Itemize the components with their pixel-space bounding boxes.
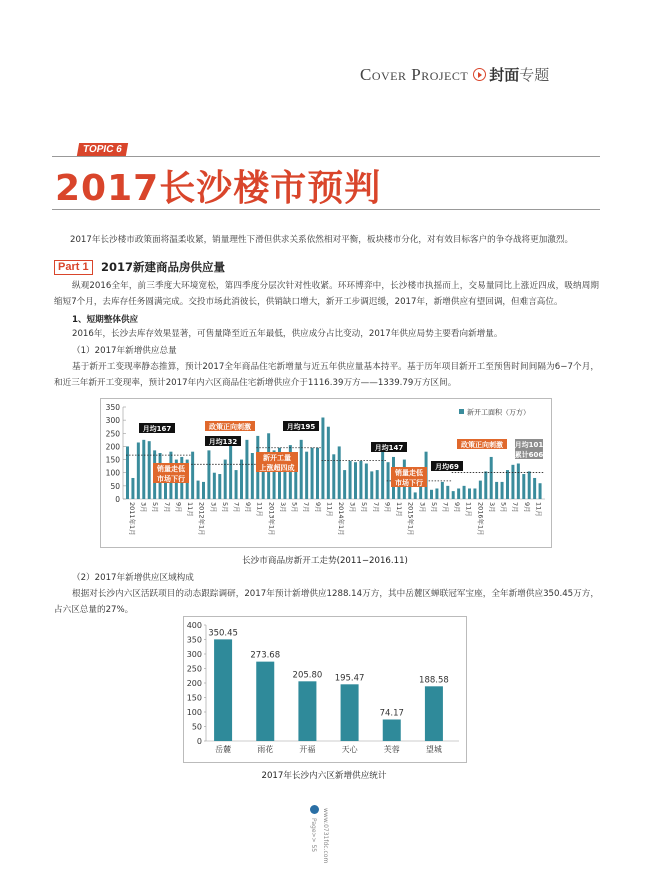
x-tick-label: 7月 <box>162 502 171 513</box>
bar <box>321 418 324 499</box>
y-tick-label: 350 <box>105 403 120 412</box>
x-tick-label: 3月 <box>348 502 357 513</box>
annotation-label: 销量走低 <box>157 464 185 473</box>
y-tick-label: 300 <box>186 650 202 659</box>
y-tick-label: 250 <box>105 429 120 439</box>
bar <box>435 488 438 499</box>
y-tick-label: 250 <box>186 664 202 674</box>
x-tick-label: 11月 <box>395 502 404 517</box>
bar <box>539 483 542 499</box>
section-header <box>360 64 620 92</box>
bar <box>383 719 401 741</box>
bar <box>341 684 359 741</box>
chart-new-construction <box>100 398 552 548</box>
title-top-rule <box>52 156 600 157</box>
chart1-caption: 长沙市商品房新开工走势(2011−2016.11) <box>242 556 408 566</box>
bar <box>224 460 227 499</box>
y-tick-label: 50 <box>110 481 120 491</box>
bar <box>376 470 379 499</box>
annotation-label: 市场下行 <box>157 474 185 483</box>
bar <box>338 446 341 499</box>
bar <box>191 452 194 499</box>
header-title-en: Cover Project <box>360 65 469 84</box>
bar <box>522 474 525 499</box>
x-tick-label: 雨花 <box>257 745 274 754</box>
x-tick-label: 3月 <box>418 502 427 513</box>
x-tick-label: 9月 <box>244 502 253 513</box>
chart2-caption: 2017年长沙内六区新增供应统计 <box>261 771 387 781</box>
annotation-label: 月均195 <box>286 422 316 431</box>
bar <box>414 492 417 499</box>
bar <box>457 488 460 499</box>
x-tick-label: 11月 <box>255 502 264 517</box>
y-tick-label: 0 <box>115 495 120 504</box>
bar <box>359 461 362 499</box>
x-tick-label: 7月 <box>232 502 241 513</box>
page-dot-icon <box>310 805 319 814</box>
y-tick-label: 0 <box>196 737 202 746</box>
bar <box>229 445 232 499</box>
footer-url: www.0731fdc.com <box>322 808 329 864</box>
bar <box>142 440 145 499</box>
x-tick-label: 5月 <box>220 502 229 513</box>
y-tick-label: 400 <box>186 621 202 630</box>
x-tick-label: 芙蓉 <box>383 745 400 754</box>
legend-label: 新开工面积（万方） <box>467 408 530 417</box>
part1-paragraph-4: 根据对长沙内六区活跃项目的动态跟踪调研，2017年预计新增供应1288.14万方，其中岳麓区蝉联冠军宝座，全年新增供应350.45万方，占六区总量的27%。 <box>54 589 599 615</box>
annotation-label: 市场下行 <box>395 478 423 487</box>
x-tick-label: 3月 <box>139 502 148 513</box>
x-tick-label: 9月 <box>383 502 392 513</box>
annotation-label: 政策正向刺激 <box>461 440 503 449</box>
bar <box>430 490 433 499</box>
chart-district-supply-svg <box>184 617 466 762</box>
y-tick-label: 150 <box>105 455 120 465</box>
y-tick-label: 150 <box>186 693 202 703</box>
data-label: 74.17 <box>379 708 404 719</box>
bar <box>213 473 216 499</box>
bar <box>235 470 238 499</box>
annotation-label: 上涨超四成 <box>259 463 295 472</box>
y-tick-label: 100 <box>186 708 202 717</box>
bar <box>479 481 482 499</box>
legend-swatch <box>459 409 464 414</box>
bar <box>240 460 243 499</box>
x-tick-label: 5月 <box>360 502 369 513</box>
chart-district-supply <box>183 616 467 763</box>
x-tick-label: 7月 <box>511 502 520 513</box>
part-badge: Part 1 <box>54 260 93 275</box>
bar <box>463 486 466 499</box>
annotation-label: 累计606 <box>514 450 544 459</box>
header-title-cn: 专题 <box>519 66 550 84</box>
data-label: 195.47 <box>334 673 365 684</box>
bar <box>506 470 509 499</box>
bar <box>473 488 476 499</box>
bar <box>218 474 221 499</box>
bar <box>245 440 248 499</box>
subheading-2: （2）2017年新增供应区域构成 <box>72 573 194 583</box>
part1-paragraph-3: 基于新开工变现率静态推算，预计2017全年商品住宅新增量与近五年供应量基本持平。基于历年项目新开工至预售时间间隔为6−7个月，和近三年新开工变现率，预计2017年内六区商品住宅新增供应介于1116.39万方——1339.79万方区间。 <box>54 362 599 388</box>
title-bottom-rule <box>52 209 600 210</box>
subheading-1: （1）2017年新增供应总量 <box>72 346 177 356</box>
play-circle-icon <box>473 68 486 81</box>
bar <box>311 448 314 499</box>
x-tick-label: 3月 <box>278 502 287 513</box>
data-label: 205.80 <box>292 670 323 681</box>
x-tick-label: 11月 <box>186 502 195 517</box>
x-tick-label: 7月 <box>302 502 311 513</box>
x-tick-label: 3月 <box>487 502 496 513</box>
bar <box>381 446 384 499</box>
bar <box>490 457 493 499</box>
bar <box>533 478 536 499</box>
y-tick-label: 200 <box>105 442 120 452</box>
x-tick-label: 11月 <box>325 502 334 517</box>
chart-new-construction-svg <box>101 399 551 547</box>
bar <box>202 482 205 499</box>
intro-paragraph: 2017年长沙楼市政策面将温柔收紧，销量理性下滑但供求关系依然相对平衡，板块楼市分化，对有效目标客户的争夺战将更加激烈。 <box>70 235 574 245</box>
bar <box>425 686 443 741</box>
data-label: 350.45 <box>208 628 238 639</box>
bar <box>495 482 498 499</box>
y-tick-label: 100 <box>105 468 120 478</box>
bar <box>316 448 319 499</box>
bar <box>452 491 455 499</box>
bar <box>256 662 274 741</box>
bar <box>501 482 504 499</box>
x-tick-label: 11月 <box>534 502 543 517</box>
bar <box>332 454 335 499</box>
x-tick-label: 5月 <box>429 502 438 513</box>
bar <box>137 442 140 499</box>
annotation-label: 新开工量 <box>263 453 291 462</box>
page-title: 2017长沙楼市预判 <box>55 168 382 209</box>
bar <box>251 453 254 499</box>
x-tick-label: 2016年1月 <box>476 502 485 536</box>
x-tick-label: 7月 <box>441 502 450 513</box>
x-tick-label: 9月 <box>313 502 322 513</box>
x-tick-label: 11月 <box>464 502 473 517</box>
bar <box>517 464 520 499</box>
bar <box>148 441 151 499</box>
x-tick-label: 9月 <box>522 502 531 513</box>
annotation-label: 月均132 <box>208 437 238 446</box>
bar <box>349 461 352 499</box>
x-tick-label: 开福 <box>299 745 316 754</box>
page-number: Page>> 55 <box>310 818 317 853</box>
part1-paragraph-2: 2016年，长沙去库存效果显著，可售量降至近五年最低，供应成分占比变动，2017年供应局势主要看向新增量。 <box>72 329 503 339</box>
x-tick-label: 岳麓 <box>215 745 232 754</box>
x-tick-label: 9月 <box>174 502 183 513</box>
header-title-cn-bold: 封面 <box>489 66 520 84</box>
x-tick-label: 3月 <box>209 502 218 513</box>
bar <box>126 446 129 499</box>
x-tick-label: 天心 <box>341 745 358 754</box>
x-tick-label: 2011年1月 <box>128 502 136 536</box>
x-tick-label: 7月 <box>371 502 380 513</box>
annotation-label: 月均147 <box>374 443 404 452</box>
bar <box>343 470 346 499</box>
bar <box>354 462 357 499</box>
bar <box>197 481 200 499</box>
x-tick-label: 望城 <box>425 745 442 754</box>
data-label: 188.58 <box>419 675 449 686</box>
part1-paragraph-1: 纵观2016全年，前三季度大环境宽松，第四季度分层次针对性收紧。环环博弈中，长沙楼市执摇而上，交易量同比上涨近四成，吸纳周期缩短7个月，去库存任务圆满完成。交投市场此消彼长，供销缺口增大，新开工步调迟缓，2017年，新增供应有望回调，但难言高位。 <box>54 281 599 307</box>
bar <box>370 471 373 499</box>
bar <box>298 681 316 741</box>
y-tick-label: 350 <box>186 635 202 645</box>
x-tick-label: 2015年1月 <box>406 502 415 536</box>
bar <box>305 452 308 499</box>
part-title: 2017新建商品房供应量 <box>101 260 226 274</box>
annotation-label: 月均69 <box>435 462 459 471</box>
y-tick-label: 200 <box>186 679 202 688</box>
y-tick-label: 300 <box>105 416 120 426</box>
x-tick-label: 5月 <box>499 502 508 513</box>
bar <box>484 471 487 499</box>
bar <box>300 440 303 499</box>
bar <box>207 450 210 499</box>
bar <box>327 427 330 499</box>
annotation-label: 政策正向刺激 <box>209 422 251 431</box>
x-tick-label: 5月 <box>151 502 160 513</box>
bar <box>446 486 449 499</box>
annotation-label: 销量走低 <box>395 468 423 477</box>
y-tick-label: 50 <box>191 722 202 732</box>
bar <box>441 482 444 499</box>
bar <box>511 465 514 499</box>
data-label: 273.68 <box>250 650 281 661</box>
annotation-label: 月均167 <box>142 424 172 433</box>
x-tick-label: 9月 <box>453 502 462 513</box>
x-tick-label: 5月 <box>290 502 299 513</box>
annotation-label: 月均101 <box>514 440 544 449</box>
bar <box>131 478 134 499</box>
bar <box>365 464 368 499</box>
bar <box>528 471 531 499</box>
topic-tag: TOPIC 6 <box>77 143 128 156</box>
section-heading-1: 1、短期整体供应 <box>72 315 139 325</box>
x-tick-label: 2014年1月 <box>337 502 345 536</box>
bar <box>214 639 232 741</box>
bar <box>468 488 471 499</box>
x-tick-label: 2013年1月 <box>267 502 276 536</box>
x-tick-label: 2012年1月 <box>197 502 206 536</box>
